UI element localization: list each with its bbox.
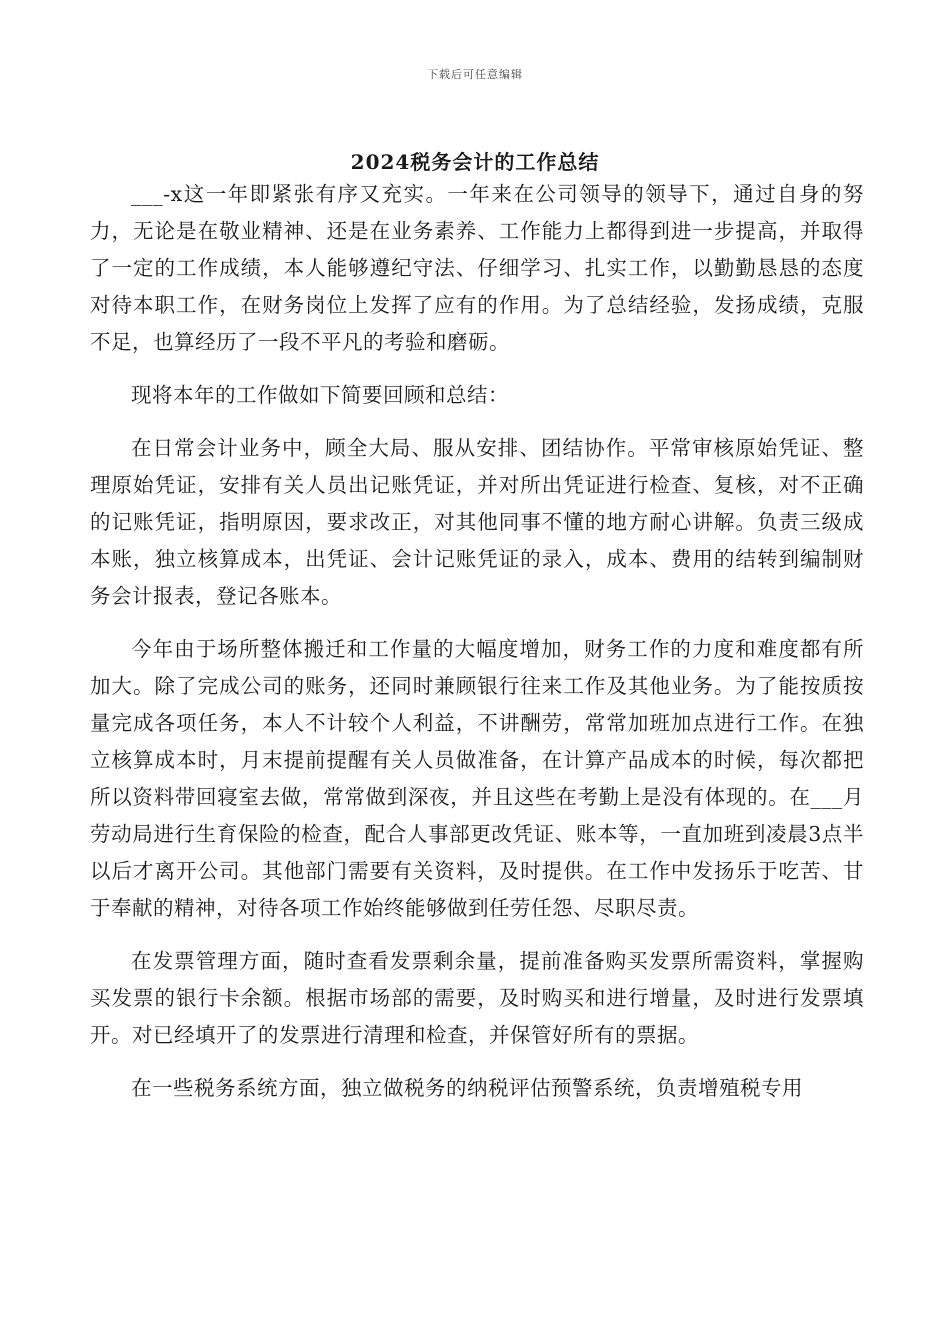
paragraph-intro: ___-x这一年即紧张有序又充实。一年来在公司领导的领导下，通过自身的努力，无论是在敬业精神、还是在业务素养、工作能力上都得到进一步提高，并取得了一定的工作成绩，本人能够遵纪守法、仔细学习、扎实工作，以勤勤恳恳的态度对待本职工作，在财务岗位上发挥了应有的作用。为了总结经验，发扬成绩，克服不足，也算经历了一段不平凡的考验和磨砺。 — [90, 182, 864, 354]
paragraph-workload: 今年由于场所整体搬迁和工作量的大幅度增加，财务工作的力度和难度都有所加大。除了完成公司的账务，还同时兼顾银行往来工作及其他业务。为了能按质按量完成各项任务，本人不计较个人利益，不讲酬劳，常常加班加点进行工作。在独立核算成本时，月末提前提醒有关人员做准备，在计算产品成本的时候，每次都把所以资料带回寝室去做，常常做到深夜，并且这些在考勤上是没有体现的。在___月劳动局进行生育保险的检查，配合人事部更改凭证、账本等，一直加班到凌晨3点半以后才离开公司。其他部门需要有关资料，及时提供。在工作中发扬乐于吃苦、甘于奉献的精神，对待各项工作始终能够做到任劳任怨、尽职尽责。 — [90, 637, 864, 920]
paragraph-tax-system: 在一些税务系统方面，独立做税务的纳税评估预警系统，负责增殖税专用 — [131, 1076, 803, 1100]
document-body — [90, 176, 864, 1123]
document-title: 2024税务会计的工作总结 — [350, 150, 600, 174]
paragraph-invoice-management: 在发票管理方面，随时查看发票剩余量，提前准备购买发票所需资料，掌握购买发票的银行卡余额。根据市场部的需要，及时购买和进行增量，及时进行发票填开。对已经填开了的发票进行清理和检查，并保管好所有的票据。 — [90, 949, 864, 1047]
paragraph-daily-accounting: 在日常会计业务中，顾全大局、服从安排、团结协作。平常审核原始凭证、整理原始凭证，安排有关人员出记账凭证，并对所出凭证进行检查、复核，对不正确的记账凭证，指明原因，要求改正，对其他同事不懂的地方耐心讲解。负责三级成本账，独立核算成本，出凭证、会计记账凭证的录入，成本、费用的结转到编制财务会计报表，登记各账本。 — [90, 436, 864, 608]
page-header-note: 下载后可任意编辑 — [427, 68, 523, 81]
paragraph-summary-lead: 现将本年的工作做如下简要回顾和总结： — [131, 383, 509, 407]
